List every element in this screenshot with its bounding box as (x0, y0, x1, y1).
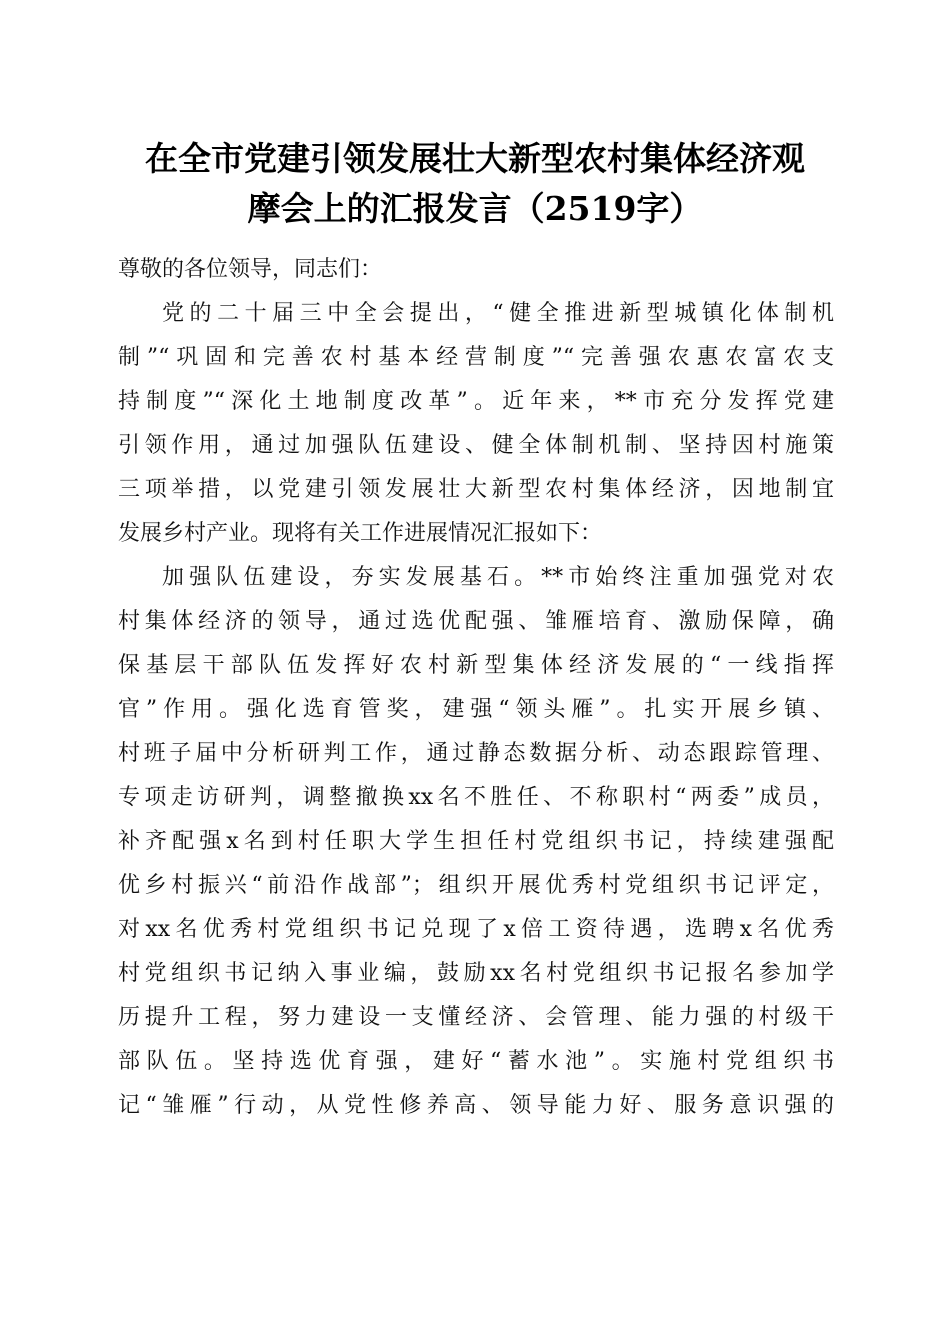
paragraph-2-line: 村集体经济的领导，通过选优配强、雏雁培育、激励保障，确 (118, 609, 834, 634)
paragraph-1-line: 发展乡村产业。现将有关工作进展情况汇报如下： (118, 521, 603, 546)
paragraph-2-line: 保基层干部队伍发挥好农村新型集体经济发展的“一线指挥 (118, 653, 834, 678)
paragraph-2-line: 专项走访研判，调整撤换xx名不胜任、不称职村“两委”成员， (118, 785, 834, 810)
salutation: 尊敬的各位领导，同志们： (118, 257, 383, 282)
paragraph-2-line: 官”作用。强化选育管奖，建强“领头雁”。扎实开展乡镇、 (118, 697, 834, 722)
paragraph-2-line: 记“雏雁”行动，从党性修养高、领导能力好、服务意识强的 (118, 1093, 834, 1118)
paragraph-2-line: 村班子届中分析研判工作，通过静态数据分析、动态跟踪管理、 (118, 741, 834, 766)
title-line-2: 摩会上的汇报发言（2519字） (247, 189, 703, 228)
paragraph-1-line: 制”“巩固和完善农村基本经营制度”“完善强农惠农富农支 (118, 345, 834, 370)
paragraph-2-line: 加强队伍建设，夯实发展基石。**市始终注重加强党对农 (162, 565, 834, 590)
paragraph-2-line: 对xx名优秀村党组织书记兑现了x倍工资待遇，选聘x名优秀 (118, 917, 834, 942)
document-title (0, 134, 950, 234)
paragraph-1-line: 党的二十届三中全会提出，“健全推进新型城镇化体制机 (162, 301, 834, 326)
paragraph-2-line: 村党组织书记纳入事业编，鼓励xx名村党组织书记报名参加学 (118, 961, 834, 986)
paragraph-2-line: 优乡村振兴“前沿作战部”；组织开展优秀村党组织书记评定， (118, 873, 834, 898)
paragraph-1-line: 持制度”“深化土地制度改革”。近年来，**市充分发挥党建 (118, 389, 834, 414)
paragraph-2-line: 部队伍。坚持选优育强，建好“蓄水池”。实施村党组织书 (118, 1049, 834, 1074)
title-line-1: 在全市党建引领发展壮大新型农村集体经济观 (145, 139, 805, 178)
document-body (118, 248, 834, 1128)
paragraph-2-line: 历提升工程，努力建设一支懂经济、会管理、能力强的村级干 (118, 1005, 834, 1030)
paragraph-1-line: 三项举措，以党建引领发展壮大新型农村集体经济，因地制宜 (118, 477, 834, 502)
paragraph-1-line: 引领作用，通过加强队伍建设、健全体制机制、坚持因村施策 (118, 433, 834, 458)
paragraph-2-line: 补齐配强x名到村任职大学生担任村党组织书记，持续建强配 (118, 829, 834, 854)
